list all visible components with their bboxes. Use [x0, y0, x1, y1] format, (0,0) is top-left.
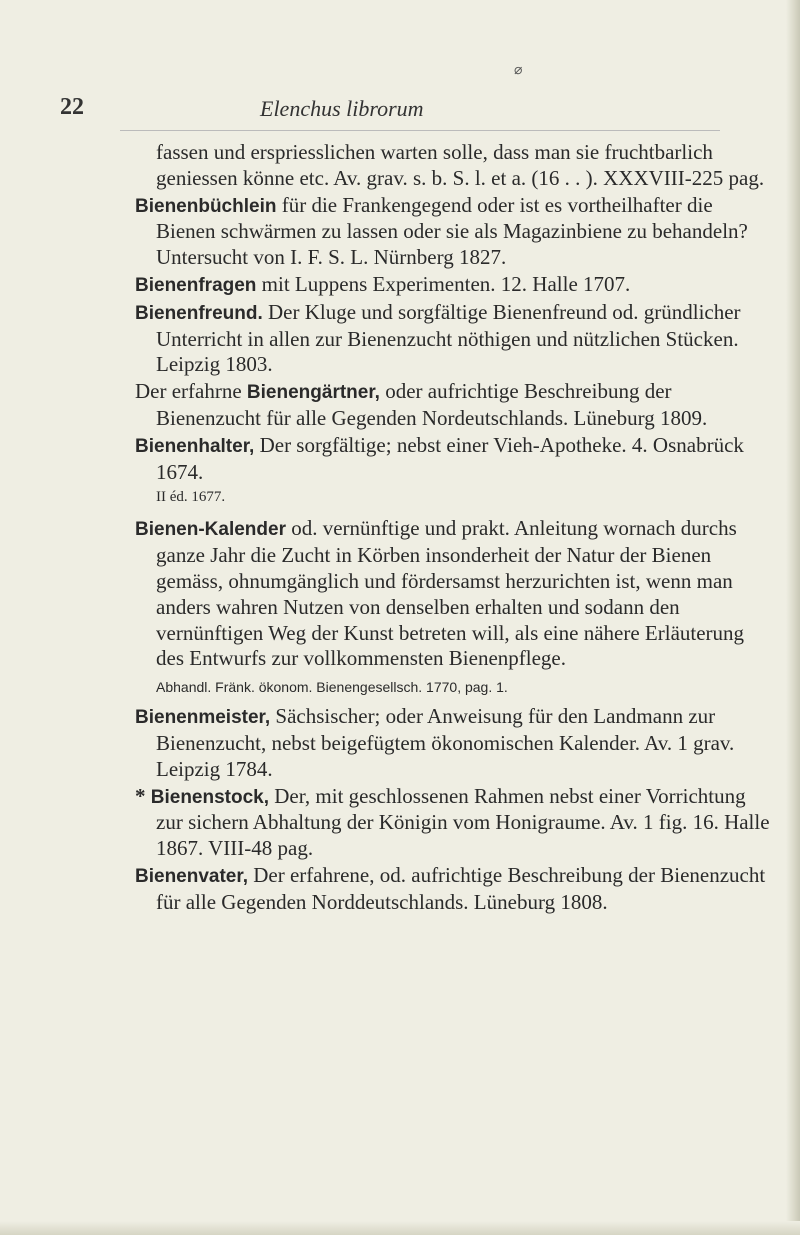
edition-note: II éd. 1677. [156, 489, 226, 506]
entry-head: Bienenhalter, [135, 435, 255, 457]
entry-bienenvater [135, 863, 775, 916]
page-edge-shadow [786, 0, 800, 1235]
entry-text: oder aufrichtige Beschreibung der Bienenzucht für alle Gegenden Nordeutschlands. Lüneburg 1809. [156, 379, 708, 430]
asterisk-mark: * [135, 783, 151, 808]
entry-text: Der Kluge und sorgfältige Bienenfreund od. gründlicher Unterricht in allen zur Bienenzucht nöthigen und nützlichen Stücken. Leipzig 1803. [156, 299, 741, 377]
entry-text: mit Luppens Experimenten. 12. Halle 1707. [256, 271, 631, 296]
entry-bienen-kalender [135, 516, 775, 672]
entry-head: Bienenfragen [135, 274, 257, 296]
entry-text: fassen und erspriesslichen warten solle, dass man sie fruchtbarlich geniessen könne etc. Av. grav. s. b. S. l. et a. (16 . . ). XXXVIII-225 pag. [156, 140, 765, 190]
entry-bienenhalter [135, 433, 775, 486]
page-number: 22 [60, 94, 84, 120]
entry-head: Bienengärtner, [246, 382, 380, 404]
page-bottom-shadow [0, 1221, 800, 1235]
entry-text: Der erfahrene, od. aufrichtige Beschreibung der Bienenzucht für alle Gegenden Norddeutschlands. Lüneburg 1808. [156, 862, 766, 914]
header-rule [120, 130, 720, 131]
page-header [60, 62, 760, 128]
entry-prefix: Der erfahrne [135, 379, 247, 404]
entry-head: Bienenmeister, [135, 707, 271, 729]
page-body [135, 140, 775, 917]
entry-text: Der, mit geschlossenen Rahmen nebst einer Vorrichtung zur sichern Abhaltung der Königin vom Honigraume. Av. 1 fig. 16. Halle 1867. VIII-48 pag. [156, 783, 770, 861]
entry-bienenfragen [135, 272, 775, 299]
header-mark: ⌀ [514, 62, 523, 78]
entry-bienenmeister [135, 704, 775, 782]
entry-bienenfreund [135, 300, 775, 378]
source-note: Abhandl. Fränk. ökonom. Bienengesellsch. 1770, pag. 1. [156, 679, 508, 696]
entry-text: Sächsischer; oder Anweisung für den Landmann zur Bienenzucht, nebst beigefügtem ökonomischen Kalender. Av. 1 grav. Leipzig 1784. [156, 704, 735, 781]
entry-text: Der sorgfältige; nebst einer Vieh-Apotheke. 4. Osnabrück 1674. [156, 432, 744, 484]
entry-text: für die Frankengegend oder ist es vortheilhafter die Bienen schwärmen zu lassen oder sie als Magazinbiene zu behandeln? Untersucht von I. F. S. L. Nürnberg 1827. [156, 192, 748, 270]
entry-bienenstock [135, 784, 775, 862]
entry-head: Bienen-Kalender [135, 519, 286, 541]
running-title: Elenchus librorum [260, 96, 424, 121]
entry-continuation [135, 140, 775, 192]
entry-head: Bienenvater, [135, 865, 248, 887]
entry-bienenbuechlein [135, 193, 775, 271]
entry-head: Bienenstock, [150, 786, 270, 808]
entry-text: od. vernünftige und prakt. Anleitung wornach durchs ganze Jahr die Zucht in Körben insonderheit der Natur der Bienen gemäss, ohnumgänglich und fördersamst herzurichten ist, wenn man anders wahren Nutzen von denselben erhalten und sodann den vernünftigen Weg der Kunst betreten will, als eine nähere Erläuterung des Entwurfs zur vollkommensten Bienenpflege. [156, 516, 745, 671]
entry-head: Bienenbüchlein [135, 195, 277, 217]
entry-bienengaertner [135, 379, 775, 432]
entry-head: Bienenfreund. [135, 302, 263, 324]
